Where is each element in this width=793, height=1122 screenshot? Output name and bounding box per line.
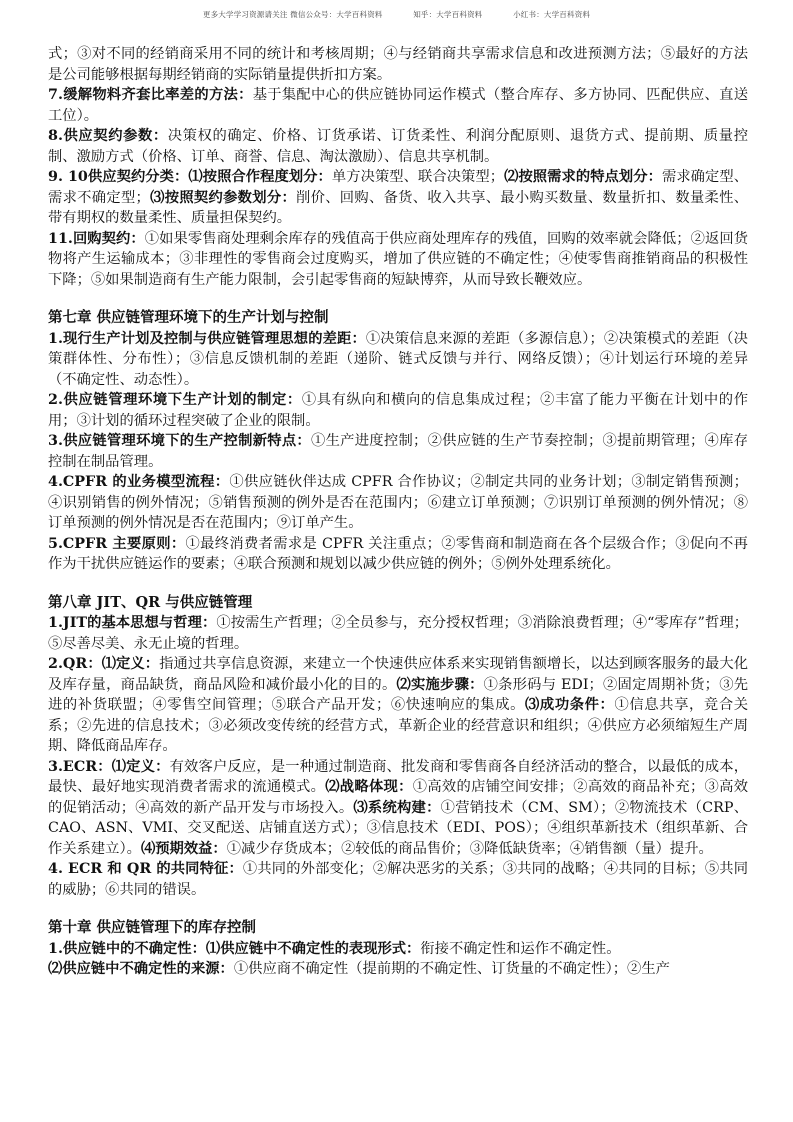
body-text: ①供应链伙伴达成 CPFR 合作协议；②制定共同的业务计划；③制定销售预测；④识别销售的例外情况；⑤销售预测的例外是否在范围内；⑥建立订单预测；⑦识别订单预测的例外情况；⑧订单预测的例外情况是否在范围内；⑨订单产生。: [48, 474, 748, 531]
body-text: 有效客户反应，是一种通过制造商、批发商和零售商各自经济活动的整合，以最低的成本，最快、最好地实现消费者需求的流通模式。: [48, 758, 748, 795]
chapter-heading: 第八章 JIT、QR 与供应链管理: [48, 593, 253, 611]
bold-term: ⑶成功条件：: [525, 697, 615, 713]
body-text: 式；③对不同的经销商采用不同的统计和考核周期；④与经销商共享需求信息和改进预测方法；⑤最好的方法是公司能够根据每期经销商的实际销量提供折扣方案。: [48, 46, 748, 83]
bold-term: ⑴按照合作程度划分：: [188, 169, 332, 185]
paragraph: [48, 167, 748, 229]
paragraph: [48, 126, 748, 167]
body-text: ①减少存货成本；②较低的商品售价；③降低缺货率；④销售额（量）提升。: [226, 840, 713, 857]
body-text: ①最终消费者需求是 CPFR 关注重点；②零售商和制造商在各个层级合作；③促向不再作为干扰供应链运作的要素；④联合预测和规划以减少供应链的例外；⑤例外处理系统化。: [48, 535, 748, 572]
body-text: ①按需生产哲理；②全员参与，充分授权哲理；③消除浪费哲理；④“零库存”哲理；⑤尽善尽美、永无止境的哲理。: [48, 615, 748, 652]
body-text: ①决策信息来源的差距（多源信息）；②决策模式的差距（决策群体性、分布性）；③信息反馈机制的差距（递阶、链式反馈与并行、网络反馈）；④计划运行环境的差异（不确定性、动态性）。: [48, 330, 748, 388]
bold-term: 7.缓解物料齐套比率差的方法：: [48, 87, 253, 103]
paragraph: [48, 939, 748, 960]
bold-term: 3.ECR：⑴定义：: [48, 758, 170, 775]
paragraph: [48, 472, 748, 534]
paragraph: [48, 757, 748, 860]
bold-term: ⑶按照契约参数划分：: [149, 189, 297, 206]
paragraph: [48, 44, 748, 85]
chapter-heading: 第七章 供应链管理环境下的生产计划与控制: [48, 309, 329, 326]
bold-term: 8.供应契约参数：: [48, 128, 168, 144]
header-wechat-note: 更多大学学习资源请关注 微信公众号：大学百科资料: [202, 10, 383, 19]
paragraph: [48, 534, 748, 575]
bold-term: ⑷预期效益：: [140, 840, 227, 857]
bold-term: 4. ECR 和 QR 的共同特征：: [48, 861, 243, 877]
body-text: ①高效的店铺空间安排；②高效的商品补充；③高效的促销活动；④高效的新产品开发与市场投入。: [48, 779, 749, 816]
bold-term: 11.回购契约：: [48, 230, 145, 247]
body-text: ①共同的外部变化；②解决恶劣的关系；③共同的战略；④共同的目标；⑤共同的威胁；⑥共同的错误。: [48, 861, 748, 898]
bold-term: 2.供应链管理环境下生产计划的制定：: [48, 392, 302, 408]
bold-term: 1.现行生产计划及控制与供应链管理思想的差距：: [48, 330, 366, 347]
paragraph: [48, 654, 748, 757]
body-text: ①供应商不确定性（提前期的不确定性、订货量的不确定性）；②生产: [233, 961, 670, 977]
bold-term: ⑵供应链中不确定性的来源：: [48, 961, 234, 977]
bold-term: 4.CPFR 的业务模型流程：: [48, 474, 230, 490]
bold-term: 9. 10供应契约分类：: [48, 169, 189, 185]
body-text: 指通过共享信息资源，来建立一个快速供应体系来实现销售额增长，以达到顾客服务的最大化及库存量，商品缺货，商品风险和减价最小化的目的。: [48, 656, 749, 693]
body-text: 削价、回购、备货、收入共享、最小购买数量、数量折扣、数量柔性、带有期权的数量柔性、质量担保契约。: [48, 189, 749, 226]
body-text: ①如果零售商处理剩余库存的残值高于供应商处理库存的残值，回购的效率就会降低；②返回货物将产生运输成本；③非理性的零售商会过度购买，增加了供应链的不确定性；④使零售商推销商品的积极性下降；⑤如果制造商有生产能力限制，会引起零售商的短缺博弈，从而导致长鞭效应。: [48, 230, 748, 288]
body-text: 衔接不确定性和运作不确定性。: [420, 940, 621, 957]
bold-term: ⑵战略体现：: [325, 779, 413, 795]
header-xiaohongshu-note: 小红书：大学百科资料: [513, 10, 591, 19]
paragraph: [48, 613, 748, 654]
chapter-heading: 第十章 供应链管理下的库存控制: [48, 919, 257, 936]
body-text: ①营销技术（CM、SM）；②物流技术（CRP、CAO、ASN、VMI、交叉配送、店铺直送方式）；③信息技术（EDI、POS）；④组织革新技术（组织革新、合作关系建立）。: [48, 799, 749, 857]
bold-term: ⑵按照需求的特点划分：: [504, 169, 662, 185]
body-text: 基于集配中心的供应链协同运作模式（整合库存、多方协同、匹配供应、直送工位）。: [48, 87, 748, 124]
bold-term: 5.CPFR 主要原则：: [48, 535, 186, 552]
body-text: 单方决策型、联合决策型；: [331, 169, 505, 185]
bold-term: 1.JIT的基本思想与哲理：: [48, 615, 217, 631]
document-body: [48, 44, 748, 980]
paragraph: [48, 959, 748, 980]
paragraph: [48, 229, 748, 291]
body-text: ①具有纵向和横向的信息集成过程；②丰富了能力平衡在计划中的作用；③计划的循环过程突破了企业的限制。: [48, 392, 748, 429]
body-text: 需求确定型、需求不确定型；: [48, 169, 749, 206]
body-text: 决策权的确定、价格、订货承诺、订货柔性、利润分配原则、退货方式、提前期、质量控制、激励方式（价格、订单、商誉、信息、淘汰激励）、信息共享机制。: [48, 128, 748, 165]
paragraph: [48, 85, 748, 126]
bold-term: 1.供应链中的不确定性：⑴供应链中不确定性的表现形式：: [48, 940, 421, 957]
paragraph: [48, 329, 748, 391]
bold-term: ⑵实施步骤：: [396, 676, 484, 693]
paragraph: [48, 390, 748, 431]
body-text: ①信息共享，竞合关系；②先进的信息技术；③必须改变传统的经营方式，革新企业的经营意识和组织；④供应方必须缩短生产周期、降低商品库存。: [48, 697, 749, 754]
paragraph: [48, 859, 748, 900]
bold-term: ⑶系统构建：: [353, 799, 441, 816]
bold-term: 2.QR：⑴定义：: [48, 656, 160, 672]
paragraph: [48, 431, 748, 472]
header-zhihu-note: 知乎：大学百科资料: [413, 10, 483, 19]
page-header: [0, 9, 793, 20]
body-text: ①条形码与 EDI；②固定周期补货；③先进的补货联盟；④零售空间管理；⑤联合产品开发；⑥快速响应的集成。: [48, 676, 749, 713]
bold-term: 3.供应链管理环境下的生产控制新特点：: [48, 433, 311, 449]
body-text: ①生产进度控制；②供应链的生产节奏控制；③提前期管理；④库存控制在制品管理。: [48, 433, 748, 470]
